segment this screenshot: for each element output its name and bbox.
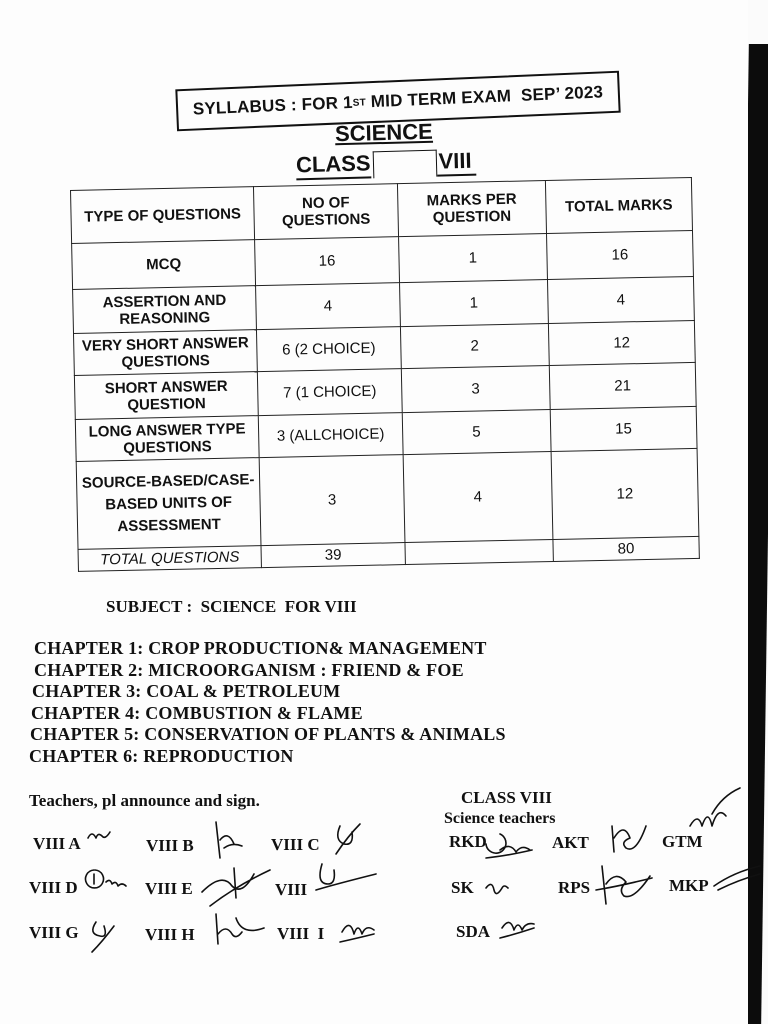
row-total: 12 xyxy=(548,320,695,365)
marks-distribution-table xyxy=(70,177,700,572)
signature-akt xyxy=(606,818,650,858)
section-label-viii-d: VIII D xyxy=(29,878,78,897)
class-label: CLASS xyxy=(296,150,371,180)
row-total: 16 xyxy=(546,230,693,279)
footer-class-heading: CLASS VIII xyxy=(461,788,552,807)
class-blank-box xyxy=(372,150,437,179)
chapter-item: CHAPTER 2: MICROORGANISM : FRIEND & FOE xyxy=(34,659,464,680)
teacher-label-sk: SK xyxy=(451,878,474,897)
section-label-viii-f: VIII xyxy=(275,880,308,899)
row-marks: 5 xyxy=(402,409,551,454)
row-total: 15 xyxy=(550,406,697,451)
signature-rps xyxy=(592,862,658,908)
row-marks: 1 xyxy=(399,280,548,327)
subject-title: SCIENCE xyxy=(334,118,434,147)
chapter-item: CHAPTER 3: COAL & PETROLEUM xyxy=(32,681,341,702)
total-label: TOTAL QUESTIONS xyxy=(78,546,262,572)
class-line xyxy=(296,148,476,181)
row-no: 6 (2 CHOICE) xyxy=(257,327,402,372)
chapter-list xyxy=(29,638,506,768)
row-marks: 2 xyxy=(400,324,549,369)
section-label-viii-a: VIII A xyxy=(33,834,81,853)
signature-viii-h xyxy=(206,910,268,948)
row-no: 4 xyxy=(256,283,401,330)
signature-viii-c xyxy=(330,820,364,860)
section-label-viii-h: VIII H xyxy=(145,925,195,944)
announce-note: Teachers, pl announce and sign. xyxy=(29,791,260,810)
signature-viii-e xyxy=(198,862,280,908)
signature-gtm xyxy=(686,786,744,840)
row-type: SHORT ANSWER QUESTION xyxy=(74,372,258,420)
total-no: 39 xyxy=(261,543,405,568)
header-no: NO OF QUESTIONS xyxy=(254,184,399,240)
row-total: 21 xyxy=(549,362,696,409)
teacher-label-mkp: MKP xyxy=(669,876,709,895)
teacher-label-rps: RPS xyxy=(558,878,591,897)
subject-line: SUBJECT : SCIENCE FOR VIII xyxy=(106,597,357,616)
row-total: 4 xyxy=(547,276,694,323)
header-type: TYPE OF QUESTIONS xyxy=(71,187,255,244)
teacher-label-sda: SDA xyxy=(456,922,491,941)
signature-viii-i xyxy=(338,916,378,946)
signature-viii-b xyxy=(210,818,246,862)
row-no: 3 (ALLCHOICE) xyxy=(258,413,403,458)
row-type: LONG ANSWER TYPE QUESTIONS xyxy=(75,416,259,462)
teacher-label-akt: AKT xyxy=(552,833,589,852)
row-no: 16 xyxy=(255,237,400,286)
class-value: VIII xyxy=(436,148,476,177)
signature-sda xyxy=(498,914,538,942)
section-label-viii-b: VIII B xyxy=(146,836,194,855)
row-type: MCQ xyxy=(72,240,256,290)
syllabus-superscript: ST xyxy=(352,96,367,109)
signature-viii-d xyxy=(84,866,132,894)
teacher-label-gtm: GTM xyxy=(662,832,703,851)
row-total: 12 xyxy=(551,448,699,539)
row-no: 3 xyxy=(259,455,405,546)
total-marks xyxy=(405,539,553,564)
signature-viii-f xyxy=(314,860,384,900)
signature-rkd xyxy=(480,824,536,864)
header-total: TOTAL MARKS xyxy=(545,177,692,233)
row-type: ASSERTION AND REASONING xyxy=(73,286,257,334)
signature-sk xyxy=(484,878,512,898)
row-type: SOURCE-BASED/CASE-BASED UNITS OF ASSESSMENT xyxy=(76,458,261,550)
row-type: VERY SHORT ANSWER QUESTIONS xyxy=(74,330,258,376)
signature-viii-g xyxy=(86,918,120,958)
syllabus-suffix: MID TERM EXAM SEP’ 2023 xyxy=(365,82,604,112)
chapter-item: CHAPTER 1: CROP PRODUCTION& MANAGEMENT xyxy=(34,638,487,658)
section-label-viii-e: VIII E xyxy=(145,879,193,898)
signature-viii-a xyxy=(86,826,116,846)
chapter-item: CHAPTER 5: CONSERVATION OF PLANTS & ANIMALS xyxy=(30,724,506,745)
signature-mkp xyxy=(712,862,762,892)
row-marks: 1 xyxy=(398,234,547,283)
row-no: 7 (1 CHOICE) xyxy=(257,369,402,416)
chapter-item: CHAPTER 4: COMBUSTION & FLAME xyxy=(31,702,363,723)
row-marks: 4 xyxy=(403,451,553,542)
chapter-item: CHAPTER 6: REPRODUCTION xyxy=(29,745,294,766)
row-marks: 3 xyxy=(401,366,550,413)
header-marks: MARKS PER QUESTION xyxy=(397,181,546,237)
syllabus-prefix: SYLLABUS : FOR 1 xyxy=(192,92,354,119)
section-label-viii-g: VIII G xyxy=(29,923,79,942)
section-label-viii-i: VIII I xyxy=(277,924,325,943)
table-row xyxy=(76,448,699,549)
section-label-viii-c: VIII C xyxy=(271,835,320,854)
total-total: 80 xyxy=(553,536,700,561)
footer-teachers-heading: Science teachers xyxy=(444,810,556,827)
teacher-label-rkd: RKD xyxy=(449,832,487,851)
